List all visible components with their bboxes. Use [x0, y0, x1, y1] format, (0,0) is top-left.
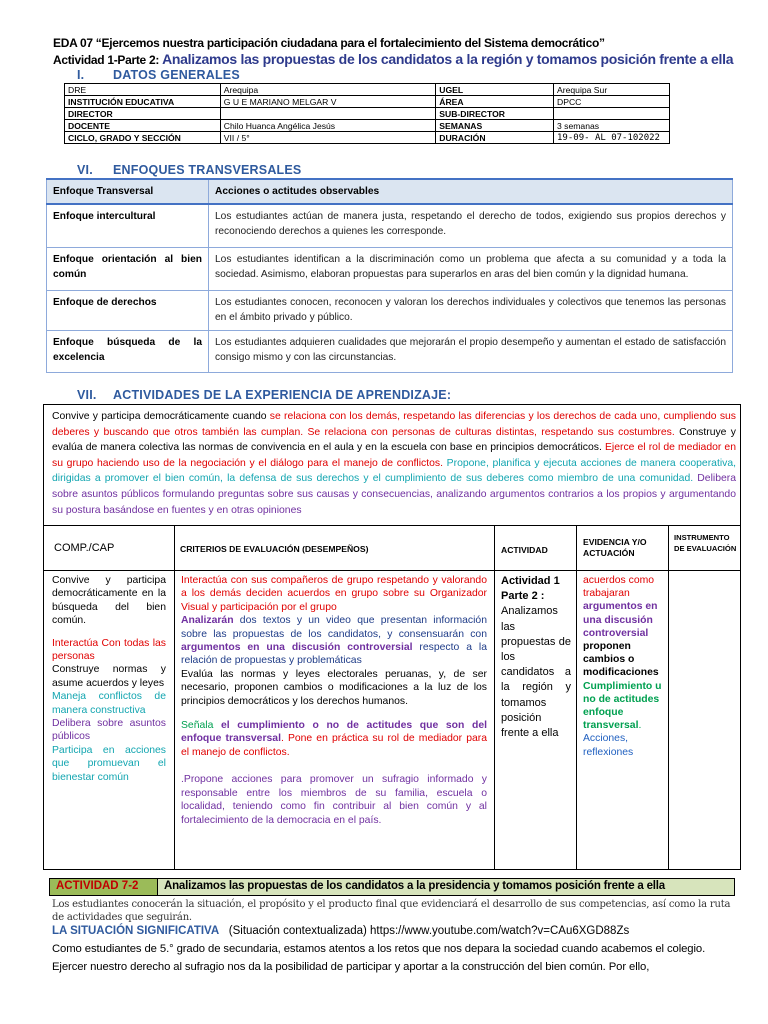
dg-key: UGEL [436, 84, 554, 96]
enfoque-name: Enfoque intercultural [47, 204, 209, 247]
comp-main: Convive y participa democráticamente en la búsqueda del bien común. [52, 575, 166, 627]
dg-key: SEMANAS [436, 120, 554, 132]
intro-text: Convive y participa democráticamente cuando [52, 411, 270, 422]
criterio-evalua: Evalúa las normas y leyes electorales peruanas, y, de ser necesario, proponen cambios o modificaciones a la luz de los principios democráticos y los derechos humanos. [181, 668, 487, 707]
evidencia-punct: . [638, 720, 642, 732]
cap-delibera: Delibera sobre asuntos públicos [52, 718, 166, 743]
enfoque-name: Enfoque de derechos [47, 290, 209, 330]
criterio-senala [181, 719, 487, 759]
table-row [47, 290, 733, 330]
intro-text-purple: Delibera sobre asuntos públicos formulando preguntas sobre sus causas y consecuencias, analizando argumentos contrarios a los propios y argumentando su postura basándose en fuentes y en otras opiniones [52, 473, 736, 516]
evidencia-column [583, 574, 665, 759]
enfoque-name: Enfoque orientación al bien común [47, 247, 209, 290]
criterio-text: dos textos y un video que presentan información sobre las propuestas de los candidatos, y consensuarán con [181, 615, 487, 640]
column-header-criterios: CRITERIOS DE EVALUACIÓN (DESEMPEÑOS) [180, 544, 369, 554]
table-row [65, 108, 670, 120]
section-enfoques [77, 163, 301, 177]
intro-text-red: Ejerce el rol de mediador en su grupo haciendo uso de la negociación y el diálogo para el manejo de conflictos. [52, 442, 736, 469]
activity-label: Actividad 1-Parte 2: [53, 53, 160, 67]
comp-column [52, 574, 166, 784]
table-rule [43, 570, 741, 571]
column-rule [494, 525, 495, 870]
column-header: Enfoque Transversal [47, 179, 209, 204]
evidencia-proponen: proponen cambios o modificaciones [583, 641, 659, 679]
dg-value: VII / 5° [220, 132, 435, 144]
column-header-instrumento: INSTRUMENTO DE EVALUACIÓN [674, 533, 737, 553]
intro-paragraph: Los estudiantes conocerán la situación, el propósito y el producto final que evidenciará el desarrollo de sus competencias, así como la ruta de actividades que seguirán. [52, 899, 731, 923]
evidencia-acuerdos: acuerdos como trabajaran [583, 575, 655, 600]
situacion-title: LA SITUACIÓN SIGNIFICATIVA [52, 925, 220, 937]
criterio-keyword: el cumplimiento o no de actitudes que son del enfoque transversal [181, 720, 488, 745]
dg-key: DIRECTOR [65, 108, 221, 120]
table-row [65, 96, 670, 108]
column-header: Acciones o actitudes observables [209, 179, 733, 204]
evidencia-argumentos: argumentos en una discusión controversial [583, 601, 658, 639]
dg-key: DRE [65, 84, 221, 96]
dg-key: DOCENTE [65, 120, 221, 132]
dg-key: INSTITUCIÓN EDUCATIVA [65, 96, 221, 108]
enfoques-table [46, 178, 733, 373]
section-title: DATOS GENERALES [113, 68, 240, 82]
column-header-comp: COMP./CAP [54, 542, 115, 554]
evidencia-keyword: Cumplimiento u no de actitudes enfoque transversal [583, 680, 662, 732]
criterio-text: respecto a la relación de propuestas y problemáticas [181, 642, 487, 667]
actividad-72-title: Analizamos las propuestas de los candidatos a la presidencia y tomamos posición frente a ella [158, 879, 734, 895]
actividad-72-label: ACTIVIDAD 7-2 [50, 879, 158, 895]
competencia-description [52, 409, 736, 518]
datos-generales-table [64, 83, 670, 144]
column-rule [668, 525, 669, 870]
enfoque-acciones: Los estudiantes conocen, reconocen y valoran los derechos individuales y colectivos que tenemos las personas en el ámbito privado y público. [209, 290, 733, 330]
enfoque-name: Enfoque búsqueda de la excelencia [47, 330, 209, 372]
eda-title: EDA 07 “Ejercemos nuestra participación ciudadana para el fortalecimiento del Sistema democrático” [53, 36, 605, 50]
cap-participa: Participa en acciones que promuevan el bienestar común [52, 744, 166, 783]
intro-text-red: se relaciona con los demás, respetando las diferencias y los derechos de cada uno, cumpliendo sus deberes y buscando que otros también las cumplan. Se relaciona con personas de culturas distintas, respetando sus costumbres. [52, 411, 736, 438]
dg-key: DURACIÓN [436, 132, 554, 144]
actividad-72-bar [49, 878, 735, 896]
actividad-title: Actividad 1 Parte 2 : [501, 575, 560, 603]
activity-title-text: Analizamos las propuestas de los candidatos a la región y tomamos posición frente a ella [162, 51, 734, 67]
section-title: ENFOQUES TRANSVERSALES [113, 163, 302, 177]
criterio-keyword: argumentos en una discusión controversial [181, 642, 413, 654]
section-number: VII. [77, 388, 97, 402]
section-number: I. [77, 68, 85, 82]
section-number: VI. [77, 163, 93, 177]
criterio-text: Señala [181, 720, 221, 732]
table-header-row [47, 179, 733, 204]
intro-text: Construye y evalúa de manera colectiva las normas de convivencia en el aula y en la escuela con base en principios democráticos. [52, 426, 736, 454]
dg-value: DPCC [554, 96, 670, 108]
dg-value [554, 108, 670, 120]
dg-value: 19-09- AL 07-102022 [554, 132, 670, 144]
table-row [47, 330, 733, 372]
enfoque-acciones: Los estudiantes adquieren cualidades que mejorarán el propio desempeño y aumentan el estado de satisfacción consigo mismo y con las circunstancias. [209, 330, 733, 372]
dg-value: G U E MARIANO MELGAR V [220, 96, 435, 108]
criterio-propone: .Propone acciones para promover un sufragio informado y responsable entre los miembros de su familia, escuela o localidad, teniendo como fin contribuir al bien común y al fortalecimiento de la democracia en el país. [181, 774, 487, 826]
situacion-text: Como estudiantes de 5.° grado de secundaria, estamos atentos a los retos que nos depara la sociedad cuando acabemos el colegio. Ejercer nuestro derecho al sufragio nos da la posibilidad de participar y aportar a la construcción del bien común. Por ello, [52, 943, 706, 973]
criterio-analizan [181, 614, 487, 668]
actividad-text: Analizamos las propuestas de los candidatos a la región y tomamos posición frente a ella [501, 605, 571, 740]
cap-maneja: Maneja conflictos de manera constructiva [52, 691, 166, 716]
table-row [47, 204, 733, 247]
dg-key: ÁREA [436, 96, 554, 108]
dg-value [220, 108, 435, 120]
column-rule [174, 525, 175, 870]
activity-title [53, 51, 733, 67]
dg-key: SUB-DIRECTOR [436, 108, 554, 120]
situacion-sub: (Situación contextualizada) https://www.youtube.com/watch?v=CAu6XGD88Zs [228, 925, 630, 937]
section-actividades [77, 388, 451, 402]
table-row [65, 120, 670, 132]
criterio-interactua: Interactúa con sus compañeros de grupo respetando y valorando a los demás deciden acuerdos en grupo sobre su Organizador Visual y participación por el grupo [181, 575, 487, 613]
table-rule [43, 525, 741, 526]
intro-text-teal: Propone, planifica y ejecuta acciones de manera cooperativa, dirigidas a promover el bien común, la defensa de sus derechos y el cumplimiento de sus deberes como miembro de una comunidad. [52, 457, 737, 485]
evidencia-cumplimiento [583, 680, 665, 733]
column-header-evidencia: EVIDENCIA Y/O ACTUACIÓN [583, 537, 647, 558]
section-datos-generales [77, 68, 240, 82]
actividad-column [501, 574, 571, 741]
cap-construye: Construye normas y asume acuerdos y leyes [52, 664, 166, 689]
criterio-keyword: Analizarán [181, 615, 234, 627]
criterios-column [181, 574, 487, 827]
table-row [47, 247, 733, 290]
enfoque-acciones: Los estudiantes actúan de manera justa, respetando el derecho de todos, exigiendo sus propios derechos y reconociendo derechos a quienes les corresponde. [209, 204, 733, 247]
column-rule [576, 525, 577, 870]
table-row [65, 132, 670, 144]
section-title: ACTIVIDADES DE LA EXPERIENCIA DE APRENDIZAJE: [113, 388, 452, 402]
dg-value: 3 semanas [554, 120, 670, 132]
table-row [65, 84, 670, 96]
situacion-heading [52, 925, 629, 937]
cap-interactua: Interactúa Con todas las personas [52, 637, 166, 663]
dg-value: Arequipa Sur [554, 84, 670, 96]
column-header-actividad: ACTIVIDAD [501, 545, 548, 555]
dg-key: CICLO, GRADO Y SECCIÓN [65, 132, 221, 144]
evidencia-acciones: Acciones, reflexiones [583, 733, 634, 758]
dg-value: Arequipa [220, 84, 435, 96]
enfoque-acciones: Los estudiantes identifican a la discriminación como un problema que afecta a su comunidad y a toda la sociedad. Asimismo, elaboran propuestas para superarlos en aras del bien común y la dignidad humana. [209, 247, 733, 290]
criterio-text: . Pone en práctica su rol de mediador para el manejo de conflictos. [181, 733, 488, 758]
dg-value: Chilo Huanca Angélica Jesús [220, 120, 435, 132]
